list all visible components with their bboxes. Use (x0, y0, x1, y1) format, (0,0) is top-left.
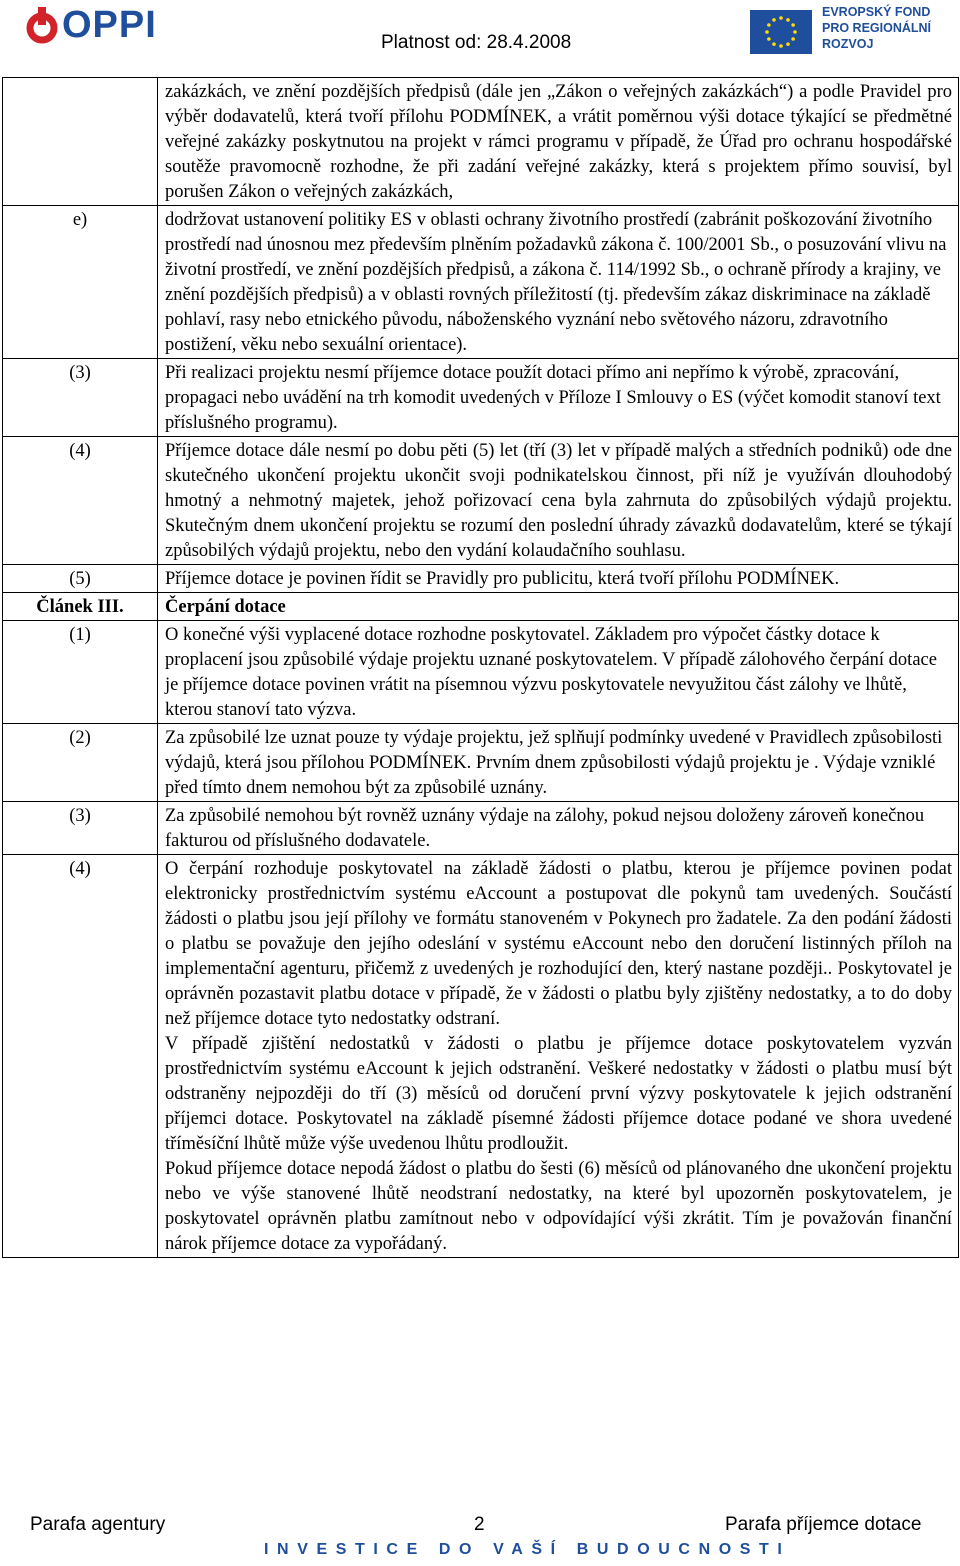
eu-star-icon (767, 23, 771, 27)
row-text: Za způsobilé nemohou být rovněž uznány výdaje na zálohy, pokud nejsou doloženy zároveň konečnou fakturou od příslušného dodavatele. (158, 802, 959, 855)
row-text: Příjemce dotace je povinen řídit se Pravidly pro publicitu, která tvoří přílohu PODMÍNEK. (158, 565, 959, 593)
validity-date: Platnost od: 28.4.2008 (381, 32, 572, 53)
row-label: (3) (3, 359, 158, 437)
page-header (0, 0, 960, 70)
eu-star-icon (786, 42, 790, 46)
oppi-logo-text: OPPI (62, 4, 157, 46)
fund-line: EVROPSKÝ FOND (822, 5, 931, 19)
table-row (3, 359, 959, 437)
page-number: 2 (474, 1514, 485, 1535)
article-title: Čerpání dotace (158, 593, 959, 621)
eu-star-icon (779, 16, 783, 20)
row-label (3, 78, 158, 206)
row-label: (4) (3, 437, 158, 565)
paragraph: O čerpání rozhoduje poskytovatel na základě žádosti o platbu, kterou je příjemce povinen podat elektronicky prostřednictvím systému eAccount a postupovat dle pokynů tam uvedených. Součástí žádosti o platbu jsou její přílohy ve formátu stanoveném v Pokynech pro žadatele. Za den podání žádosti o platbu se považuje den jejího odeslání v systému eAccount nebo den doručení listinných příloh na implementační agenturu, přičemž z uvedených je rozhodující den, který nastane později.. Poskytovatel je oprávněn pozastavit platbu dotace v případě, že v žádosti o platbu byly zjištěny nedostatky, a to do doby než příjemce dotace tyto nedostatky odstraní. (165, 859, 952, 1029)
eu-star-icon (772, 18, 776, 22)
row-text: Za způsobilé lze uznat pouze ty výdaje projektu, jež splňují podmínky uvedené v Pravidlech způsobilosti výdajů, která jsou přílohou PODMÍNEK. Prvním dnem způsobilosti výdajů projektu je . Výdaje vzniklé před tímto dnem nemohou být za způsobilé uznány. (158, 724, 959, 802)
eu-star-icon (791, 37, 795, 41)
eu-star-icon (765, 30, 769, 34)
page-footer (0, 1510, 960, 1540)
footer-slogan: INVESTICE DO VAŠÍ BUDOUCNOSTI (264, 1541, 791, 1558)
row-label: (4) (3, 855, 158, 1258)
eu-star-icon (767, 37, 771, 41)
table-row (3, 437, 959, 565)
fund-name (822, 4, 957, 52)
contract-table (2, 77, 959, 1258)
table-row (3, 621, 959, 724)
row-text: dodržovat ustanovení politiky ES v oblasti ochrany životního prostředí (zabránit poškozování životního prostředí nad únosnou mez především plněním požadavků zákona č. 100/2001 Sb., o posuzování vlivu na životní prostředí, ve znění pozdějších předpisů, a zákona č. 114/1992 Sb., o ochraně přírody a krajiny, ve znění pozdějších předpisů) a v oblasti rovných příležitostí (tj. především zákaz diskriminace na základě pohlaví, rasy nebo etnického původu, náboženského vyznání nebo světového názoru, zdravotního postižení, věku nebo sexuální orientace). (158, 206, 959, 359)
table-row (3, 78, 959, 206)
table-row (3, 206, 959, 359)
table-row (3, 855, 959, 1258)
article-heading-row (3, 593, 959, 621)
row-text: zakázkách, ve znění pozdějších předpisů (dále jen „Zákon o veřejných zakázkách“) a podle Pravidel pro výběr dodavatelů, která tvoří přílohu PODMÍNEK, a vrátit poměrnou výši dotace týkající se předmětné veřejné zakázky poskytnutou na projekt v rámci programu v případě, že Úřad pro ochranu hospodářské soutěže pravomocně rozhodne, že při zadání veřejné zakázky, která s projektem přímo souvisí, byl porušen Zákon o veřejných zakázkách, (158, 78, 959, 206)
fund-line: PRO REGIONÁLNÍ (822, 21, 932, 35)
table-row (3, 565, 959, 593)
eu-star-icon (772, 42, 776, 46)
row-label: e) (3, 206, 158, 359)
paragraph: Pokud příjemce dotace nepodá žádost o platbu do šesti (6) měsíců od plánovaného dne ukončení projektu nebo ve výše stanovené lhůtě neodstraní nedostatky, na které byl upozorněn poskytovatelem, je poskytovatel oprávněn platbu zamítnout nebo v odpovídající výši zkrátit. Tím je považován finanční nárok příjemce dotace za vypořádaný. (165, 1159, 952, 1254)
eu-caption: EVROPSKÁ UNIE (753, 48, 811, 55)
eu-star-icon (791, 23, 795, 27)
recipient-initials-label: Parafa příjemce dotace (725, 1514, 922, 1535)
row-label: (2) (3, 724, 158, 802)
article-number: Článek III. (3, 593, 158, 621)
paragraph: V případě zjištění nedostatků v žádosti o platbu je příjemce dotace poskytovatelem vyzván prostřednictvím systému eAccount k jejich odstranění. Veškeré nedostatky v žádosti o platbu musí být odstraněny nejpozději do tří (3) měsíců od doručení první výzvy poskytovatele k jejich odstranění příjemci dotace. Poskytovatel na základě písemné žádosti příjemce dotace podané ve shora uvedené tříměsíční lhůtě může výše uvedenou lhůtu prodloužit. (165, 1034, 952, 1154)
row-text (158, 855, 959, 1258)
row-text: O konečné výši vyplacené dotace rozhodne poskytovatel. Základem pro výpočet částky dotace k proplacení jsou způsobilé výdaje projektu uznané poskytovatelem. V případě zálohového čerpání dotace je příjemce dotace povinen vrátit na písemnou výzvu poskytovatele nevyužitou část zálohy ve lhůtě, kterou stanoví tato výzva. (158, 621, 959, 724)
eu-star-icon (786, 18, 790, 22)
eu-star-icon (793, 30, 797, 34)
table-row (3, 802, 959, 855)
row-label: (3) (3, 802, 158, 855)
row-text: Při realizaci projektu nesmí příjemce dotace použít dotaci přímo ani nepřímo k výrobě, zpracování, propagaci nebo uvádění na trh komodit uvedených v Příloze I Smlouvy o ES (výčet komodit stanoví text příslušného programu). (158, 359, 959, 437)
row-label: (5) (3, 565, 158, 593)
fund-line: ROZVOJ (822, 37, 874, 51)
row-text: Příjemce dotace dále nesmí po dobu pěti (5) let (tří (3) let v případě malých a středních podniků) ode dne skutečného ukončení projektu ukončit svoji podnikatelskou činnost, při níž je využíván dlouhodobý hmotný a nehmotný majetek, jehož pořizovací cena byla zahrnuta do způsobilých výdajů projektu. Skutečným dnem ukončení projektu se rozumí den poslední úhrady závazků dodavatelům, které se týkají způsobilých výdajů projektu, nebo den vydání kolaudačního souhlasu. (158, 437, 959, 565)
row-label: (1) (3, 621, 158, 724)
agency-initials-label: Parafa agentury (30, 1514, 166, 1535)
table-row (3, 724, 959, 802)
